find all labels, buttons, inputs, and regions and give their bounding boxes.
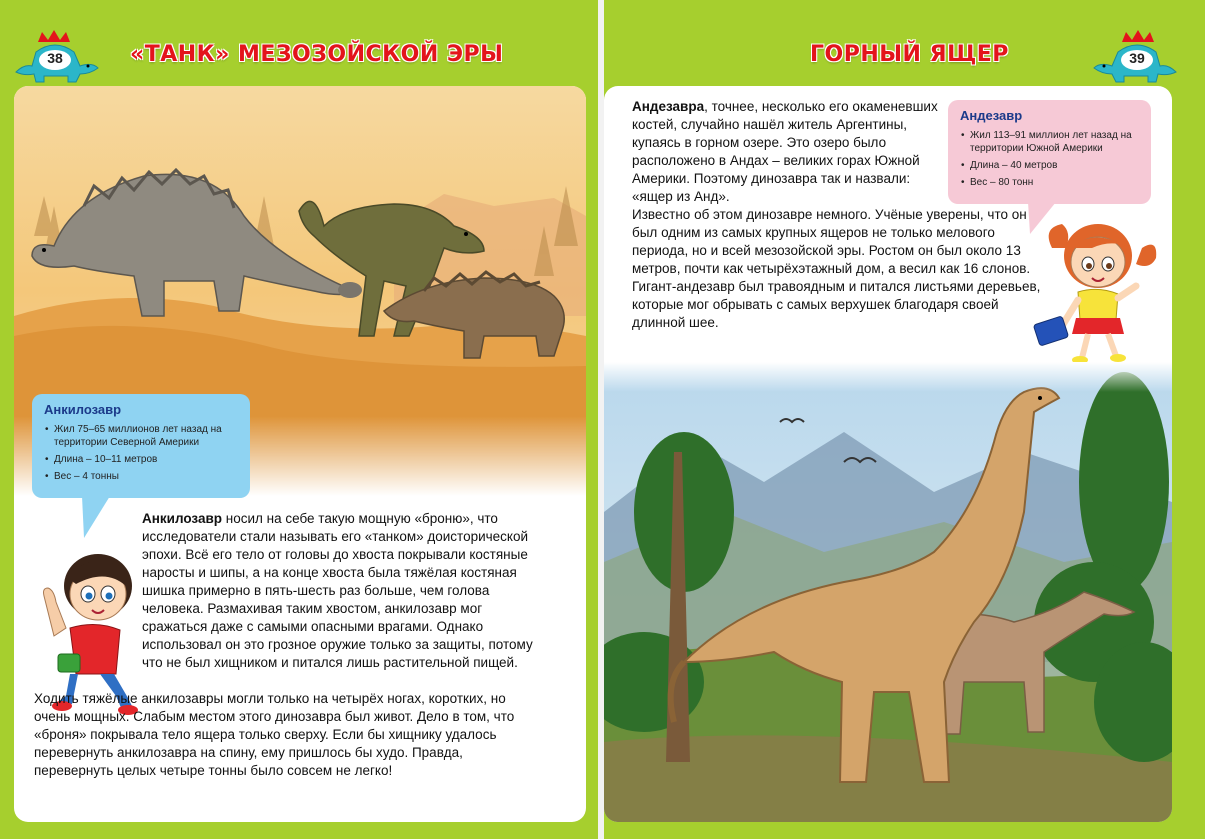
paragraph-text: , точнее, несколько его окаменевших костей, случайно нашёл житель Аргентины, купаясь в горном озере. Это озеро было расположено в Андах – великих горах Южной Америки. Поэтому динозавра так и назвали: «ящер из Анд». [632, 99, 938, 204]
info-box-facts [960, 129, 1139, 189]
page-number-badge-right [1092, 28, 1182, 84]
speech-bubble-tail [74, 496, 114, 540]
paragraph-text: носил на себе такую мощную «броню», что исследователи стали называть его «танком» доисторической эпохи. Всё его тело от головы до хвоста покрывали костяные наросты и шипы, а на конце хвоста была тяжёлая костяная шишка примерно в пять-шесть раз больше, чем голова человека. Размахивая таким хвостом, анкилозавр мог сражаться даже с самыми опасными врагами. Однако использовал он это грозное оружие только за защиты, потому что не был хищником и питался лишь растительной пищей. [142, 511, 533, 670]
fact-item: • Жил 113–91 миллион лет назад на территории Южной Америки [970, 129, 1139, 155]
fact-item: • Длина – 10–11 метров [54, 453, 238, 466]
right-page [604, 0, 1205, 839]
info-box-heading: Анкилозавр [44, 402, 122, 417]
girl-character-illustration [1032, 208, 1162, 366]
info-box-facts [44, 423, 238, 483]
andesaurus-paragraph-2: Известно об этом динозавре немного. Учёные уверены, что он был одним из самых крупных ящеров не только мелового периода, но и всей мезозойской эры. Ростом он был около 13 метров, почти как четырёхэтажный дом, а весил как 16 слонов. Гигант-андезавр был травоядным и питался листьями деревьев, которые мог обрывать с самых верхушек благодаря своей длинной шее. [632, 207, 1041, 330]
page-number-badge-left [10, 28, 100, 84]
right-content-panel [604, 86, 1172, 822]
ankylosaurus-paragraph-2: Ходить тяжёлые анкилозавры могли только на четырёх ногах, коротких, но очень мощных. Слабым местом этого динозавра был живот. Дело в том, что «броня» покрывала тело ящера только сверху. Если бы хищнику удалось перевернуть анкилозавра на спину, ему пришлось бы худо. Правда, перевернуть целых четыре тонны было совсем не легко! [34, 691, 515, 778]
page-title: ГОРНЫЙ ЯЩЕР [810, 42, 1009, 67]
paragraph-lead-word: Анкилозавр [142, 511, 223, 526]
fact-item: • Вес – 80 тонн [970, 176, 1139, 189]
fact-item: • Вес – 4 тонны [54, 470, 238, 483]
page-number: 39 [1129, 50, 1145, 66]
page-title: «ТАНК» МЕЗОЗОЙСКОЙ ЭРЫ [130, 42, 504, 67]
info-box-heading: Андезавр [960, 108, 1023, 123]
andesaurus-info-box [948, 100, 1151, 204]
ankylosaurus-paragraph-1 [142, 510, 542, 672]
left-page [0, 0, 598, 839]
fact-item: • Длина – 40 метров [970, 159, 1139, 172]
paragraph-lead-word: Андезавра [632, 99, 705, 114]
fact-item: • Жил 75–65 миллионов лет назад на территории Северной Америки [54, 423, 238, 449]
ankylosaurus-info-box [32, 394, 250, 498]
left-content-panel [14, 86, 586, 822]
page-number: 38 [47, 50, 63, 66]
andesaurus-illustration [604, 362, 1172, 822]
andesaurus-paragraph-1 [632, 98, 952, 206]
